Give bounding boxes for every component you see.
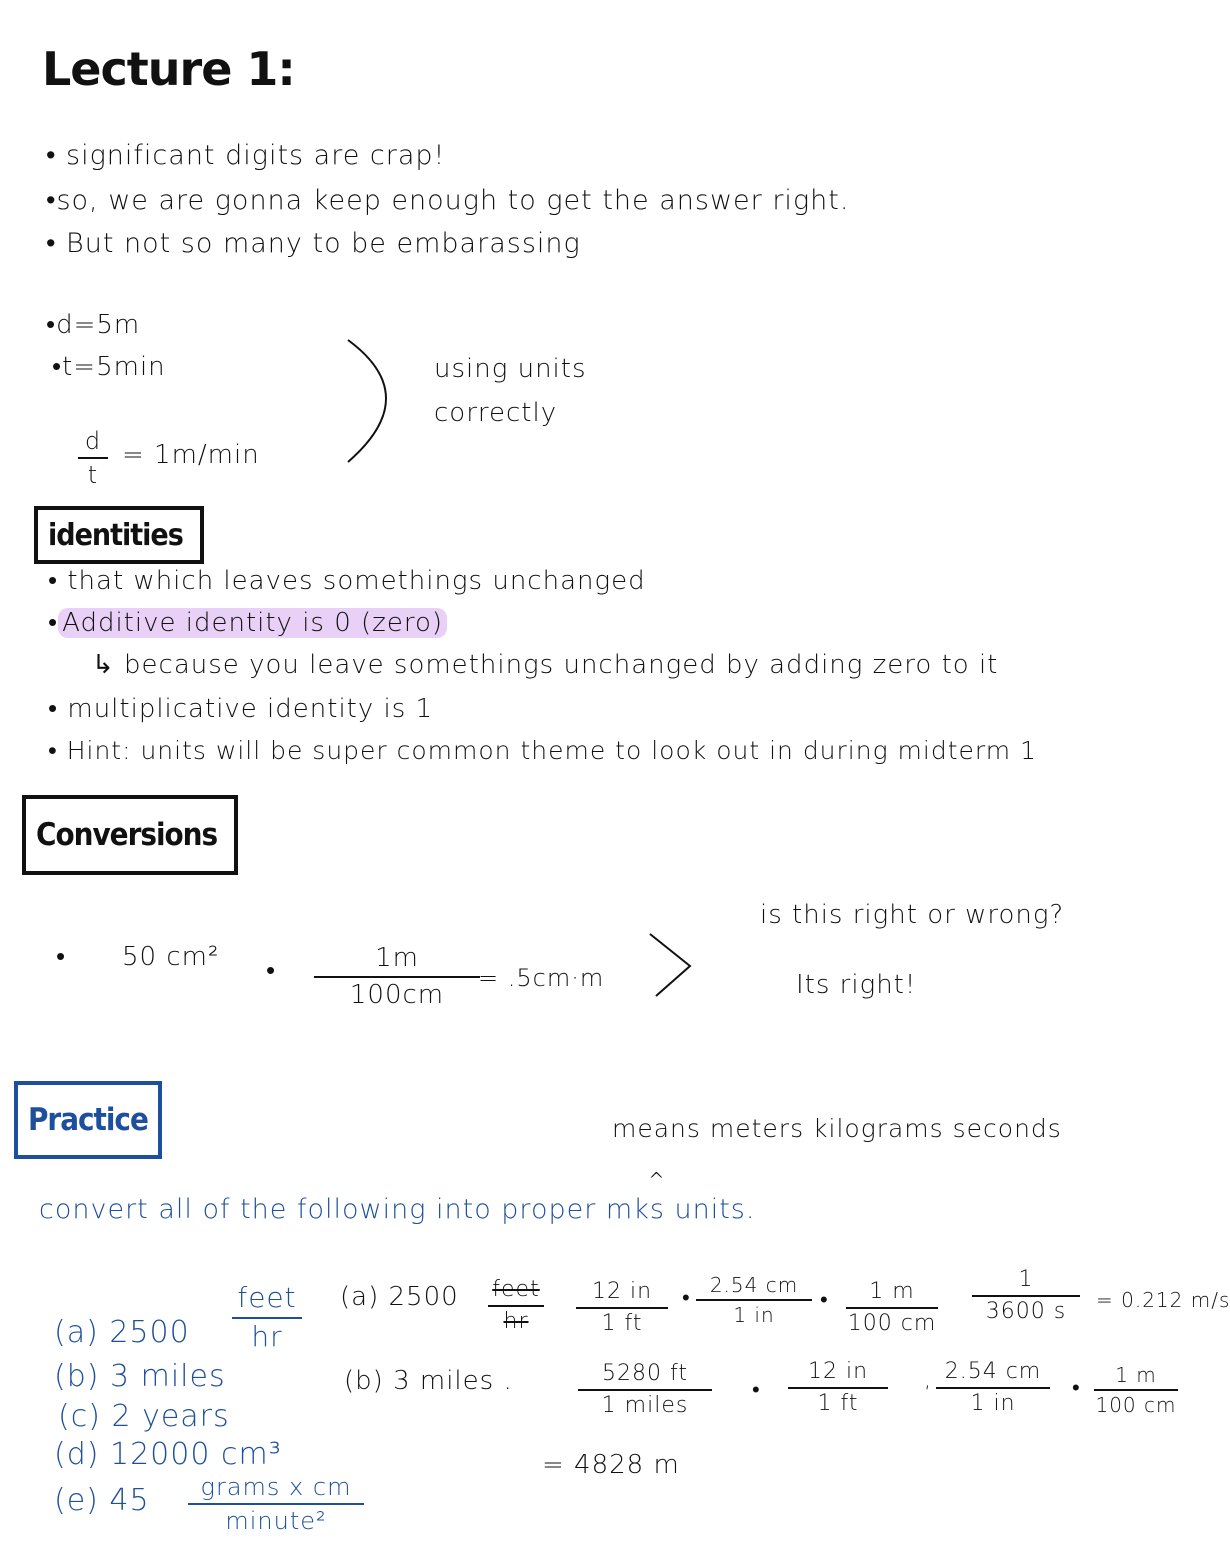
identities-line-5: • Hint: units will be super common theme to look out in during midterm 1 bbox=[48, 736, 1037, 765]
multiply-dot: • bbox=[682, 1286, 691, 1311]
example-result: = 1m/min bbox=[122, 440, 260, 470]
frac-num: 1 m bbox=[1115, 1363, 1157, 1387]
conversions-fraction bbox=[314, 944, 480, 1009]
example-d: •d=5m bbox=[46, 310, 141, 340]
mks-note: means meters kilograms seconds bbox=[612, 1114, 1062, 1143]
frac-num: 2.54 cm bbox=[709, 1273, 799, 1297]
example-frac-den: t bbox=[87, 461, 99, 490]
fraction-bar bbox=[314, 976, 480, 978]
intro-line-2: •so, we are gonna keep enough to get the answer right. bbox=[46, 185, 850, 216]
work-value: 2500 bbox=[388, 1282, 459, 1312]
work-a-frac-5 bbox=[972, 1268, 1080, 1324]
practice-item-d bbox=[54, 1437, 282, 1472]
item-unit-den: hr bbox=[251, 1319, 283, 1353]
item-value: 12000 cm³ bbox=[110, 1437, 282, 1472]
example-note-2: correctly bbox=[434, 398, 558, 428]
fraction-bar bbox=[936, 1387, 1050, 1389]
item-unit-num: feet bbox=[237, 1281, 297, 1314]
fraction-bar bbox=[488, 1305, 544, 1307]
fraction-bar bbox=[846, 1307, 938, 1309]
work-b-result: = 4828 m bbox=[542, 1450, 680, 1480]
frac-num: 12 in bbox=[807, 1359, 869, 1384]
work-b-frac-4 bbox=[1094, 1364, 1178, 1416]
conversions-frac-den: 100cm bbox=[349, 979, 445, 1010]
practice-item-c bbox=[58, 1399, 230, 1434]
item-label: (c) bbox=[58, 1399, 101, 1434]
practice-instruction: convert all of the following into proper mks units. bbox=[39, 1194, 756, 1225]
identities-heading: identities bbox=[34, 506, 204, 564]
item-label: (e) bbox=[54, 1483, 99, 1518]
item-value: 3 miles bbox=[110, 1359, 226, 1394]
identities-line-1: • that which leaves somethings unchanged bbox=[48, 566, 646, 596]
frac-num: 5280 ft bbox=[602, 1361, 688, 1386]
fraction-bar bbox=[188, 1503, 364, 1505]
practice-item-b bbox=[54, 1359, 226, 1394]
multiply-dot: • bbox=[752, 1378, 761, 1403]
identities-line-2 bbox=[48, 610, 447, 636]
item-value: 45 bbox=[109, 1483, 150, 1518]
example-note-1: using units bbox=[434, 354, 587, 384]
item-label: (d) bbox=[54, 1437, 100, 1472]
item-value: 2500 bbox=[109, 1315, 190, 1350]
work-b-frac-1 bbox=[578, 1362, 712, 1418]
frac-den: 1 miles bbox=[601, 1393, 689, 1419]
right-brace-icon bbox=[344, 336, 404, 466]
work-a-frac-3 bbox=[696, 1274, 812, 1326]
fraction-bar bbox=[788, 1387, 888, 1389]
frac-num: 1 bbox=[1018, 1267, 1034, 1292]
multiply-dot: , bbox=[924, 1368, 932, 1393]
frac-den: 3600 s bbox=[985, 1299, 1067, 1325]
work-b-frac-3 bbox=[936, 1360, 1050, 1416]
conversions-result: = .5cm·m bbox=[478, 964, 605, 992]
practice-heading: Practice bbox=[14, 1081, 162, 1159]
item-unit-den: minute² bbox=[225, 1507, 327, 1536]
conversions-quantity: 50 cm² bbox=[122, 942, 220, 972]
caret-mark: ^ bbox=[648, 1168, 666, 1192]
work-value: 3 miles bbox=[393, 1366, 495, 1396]
example-frac-num: d bbox=[84, 427, 102, 455]
work-b-prefix bbox=[344, 1368, 513, 1394]
right-angle-bracket-icon bbox=[646, 930, 696, 1000]
highlighted-text: Additive identity is 0 (zero) bbox=[58, 608, 447, 638]
conversions-frac-num: 1m bbox=[375, 943, 419, 973]
frac-den: hr bbox=[503, 1309, 529, 1335]
intro-line-1: • significant digits are crap! bbox=[46, 140, 446, 171]
conversions-question: is this right or wrong? bbox=[760, 900, 1065, 930]
practice-item-a bbox=[54, 1315, 190, 1350]
item-label: (b) bbox=[54, 1359, 100, 1394]
multiply-dot: • bbox=[1072, 1376, 1081, 1401]
frac-den: 1 ft bbox=[601, 1311, 643, 1337]
work-b-frac-2 bbox=[788, 1360, 888, 1416]
item-label: (a) bbox=[54, 1315, 99, 1350]
multiply-dot: • bbox=[820, 1288, 829, 1313]
fraction-bar bbox=[78, 457, 108, 459]
frac-den: 1 ft bbox=[817, 1391, 859, 1417]
identities-line-4: • multiplicative identity is 1 bbox=[48, 694, 434, 724]
frac-num: 2.54 cm bbox=[944, 1359, 1042, 1384]
fraction-bar bbox=[696, 1299, 812, 1301]
example-t: •t=5min bbox=[52, 352, 166, 382]
fraction-bar bbox=[972, 1295, 1080, 1297]
multiply-dot: . bbox=[503, 1366, 513, 1396]
conversions-dot: • bbox=[266, 956, 277, 986]
frac-den: 100 cm bbox=[1095, 1393, 1177, 1417]
practice-item-a-unit bbox=[232, 1283, 302, 1353]
conversions-heading: Conversions bbox=[22, 795, 238, 875]
bullet: • bbox=[48, 608, 59, 638]
frac-num: feet bbox=[492, 1277, 540, 1302]
work-a-result: = 0.212 m/s bbox=[1096, 1288, 1230, 1312]
example-fraction bbox=[78, 428, 108, 489]
fraction-bar bbox=[576, 1307, 668, 1309]
work-label: (a) bbox=[340, 1282, 380, 1312]
work-a-frac-1 bbox=[488, 1278, 544, 1334]
item-value: 2 years bbox=[111, 1399, 230, 1434]
practice-item-e-unit bbox=[188, 1474, 364, 1535]
fraction-bar bbox=[232, 1317, 302, 1319]
work-label: (b) bbox=[344, 1366, 384, 1396]
fraction-bar bbox=[578, 1389, 712, 1391]
page-title: Lecture 1: bbox=[42, 42, 295, 96]
work-a-frac-4 bbox=[846, 1280, 938, 1336]
frac-num: 12 in bbox=[591, 1279, 653, 1304]
frac-den: 1 in bbox=[970, 1391, 1016, 1417]
practice-item-e bbox=[54, 1483, 150, 1518]
fraction-bar bbox=[1094, 1389, 1178, 1391]
work-a-prefix bbox=[340, 1284, 459, 1310]
intro-line-3: • But not so many to be embarassing bbox=[46, 228, 581, 259]
conversions-bullet: • bbox=[56, 942, 67, 972]
frac-num: 1 m bbox=[869, 1279, 915, 1304]
frac-den: 1 in bbox=[733, 1303, 775, 1327]
item-unit-num: grams x cm bbox=[200, 1473, 352, 1501]
work-a-frac-2 bbox=[576, 1280, 668, 1336]
conversions-answer: Its right! bbox=[796, 970, 917, 1000]
frac-den: 100 cm bbox=[847, 1311, 937, 1337]
identities-line-3: ↳ because you leave somethings unchanged by adding zero to it bbox=[92, 650, 999, 680]
